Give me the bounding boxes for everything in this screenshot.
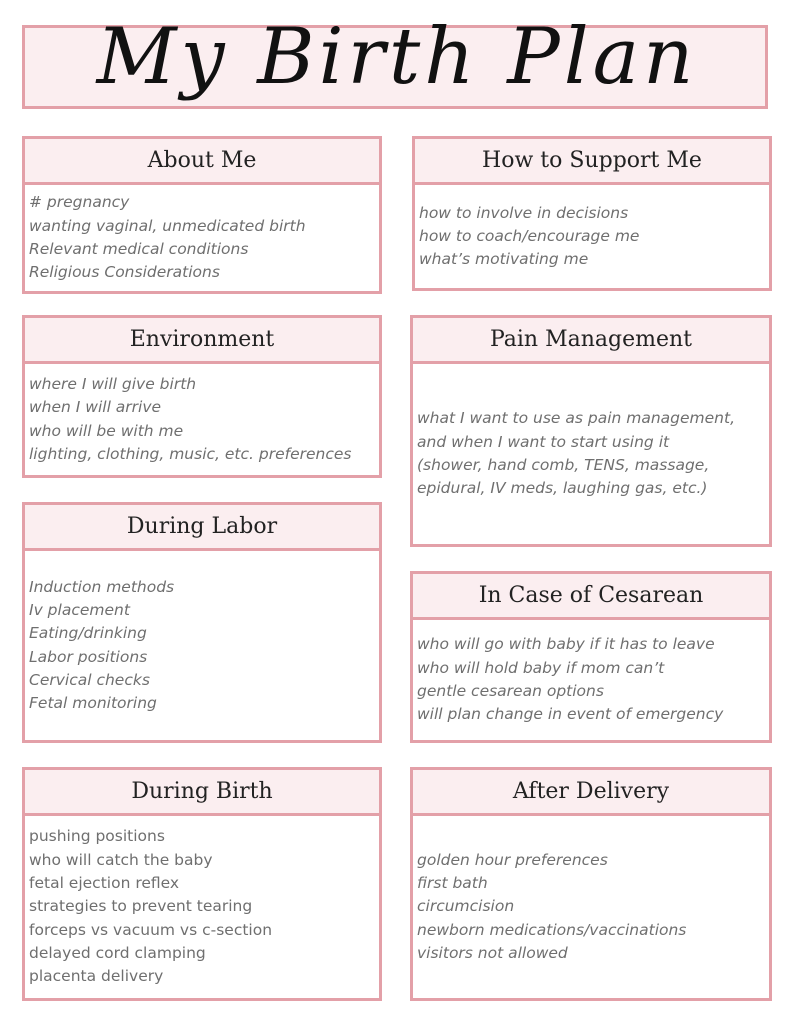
environment-body	[29, 364, 375, 475]
during-birth-line: strategies to prevent tearing	[29, 897, 253, 916]
cesarean-line: will plan change in event of emergency	[417, 705, 724, 724]
during-birth-heading: During Birth	[25, 770, 379, 816]
during-labor-line: Labor positions	[29, 647, 148, 666]
during-labor-line: Induction methods	[29, 577, 175, 596]
about-me-line: wanting vaginal, unmedicated birth	[29, 216, 306, 235]
during-labor-line: Fetal monitoring	[29, 694, 157, 713]
during-birth-line: placenta delivery	[29, 967, 164, 986]
during-birth-line: who will catch the baby	[29, 850, 213, 869]
cesarean-body	[417, 620, 765, 740]
after-delivery-card	[410, 767, 772, 1001]
pain-management-card	[410, 315, 772, 547]
pain-management-line: and when I want to start using it	[417, 432, 670, 451]
during-birth-line: forceps vs vacuum vs c-section	[29, 920, 273, 939]
during-birth-line: fetal ejection reflex	[29, 874, 180, 893]
page-title: My Birth Plan	[96, 12, 698, 102]
after-delivery-line: first bath	[417, 874, 488, 893]
pain-management-heading: Pain Management	[413, 318, 769, 364]
support-card	[412, 136, 772, 291]
during-labor-line: Iv placement	[29, 600, 130, 619]
environment-line: when I will arrive	[29, 398, 162, 417]
support-heading: How to Support Me	[415, 139, 769, 185]
support-line: how to involve in decisions	[419, 203, 629, 222]
during-birth-body	[29, 816, 375, 998]
environment-line: who will be with me	[29, 421, 184, 440]
about-me-body	[29, 185, 375, 291]
during-labor-line: Cervical checks	[29, 670, 150, 689]
after-delivery-line: golden hour preferences	[417, 850, 608, 869]
pain-management-line: epidural, IV meds, laughing gas, etc.)	[417, 479, 708, 498]
support-line: what’s motivating me	[419, 250, 589, 269]
during-birth-line: delayed cord clamping	[29, 943, 206, 962]
about-me-line: Relevant medical conditions	[29, 240, 249, 258]
during-birth-card	[22, 767, 382, 1001]
environment-line: lighting, clothing, music, etc. preferences	[29, 444, 352, 463]
during-labor-line: Eating/drinking	[29, 624, 147, 643]
support-body	[419, 185, 765, 288]
about-me-line: # pregnancy	[29, 193, 130, 212]
environment-card	[22, 315, 382, 478]
after-delivery-line: circumcision	[417, 897, 515, 916]
pain-management-line: (shower, hand comb, TENS, massage,	[417, 456, 710, 474]
about-me-card	[22, 136, 382, 294]
support-line: how to coach/encourage me	[419, 226, 640, 245]
about-me-heading: About Me	[25, 139, 379, 185]
cesarean-card	[410, 571, 772, 743]
after-delivery-line: newborn medications/vaccinations	[417, 920, 687, 939]
cesarean-line: gentle cesarean options	[417, 682, 604, 700]
after-delivery-heading: After Delivery	[413, 770, 769, 816]
after-delivery-body	[417, 816, 765, 998]
cesarean-line: who will hold baby if mom can’t	[417, 658, 665, 677]
pain-management-line: what I want to use as pain management,	[417, 409, 736, 428]
after-delivery-line: visitors not allowed	[417, 943, 568, 962]
environment-line: where I will give birth	[29, 374, 197, 393]
about-me-line: Religious Considerations	[29, 263, 220, 282]
during-labor-heading: During Labor	[25, 505, 379, 551]
during-labor-body	[29, 551, 375, 740]
during-labor-card	[22, 502, 382, 743]
environment-heading: Environment	[25, 318, 379, 364]
cesarean-heading: In Case of Cesarean	[413, 574, 769, 620]
pain-management-body	[417, 364, 765, 544]
cesarean-line: who will go with baby if it has to leave	[417, 635, 715, 654]
during-birth-line: pushing positions	[29, 827, 165, 846]
